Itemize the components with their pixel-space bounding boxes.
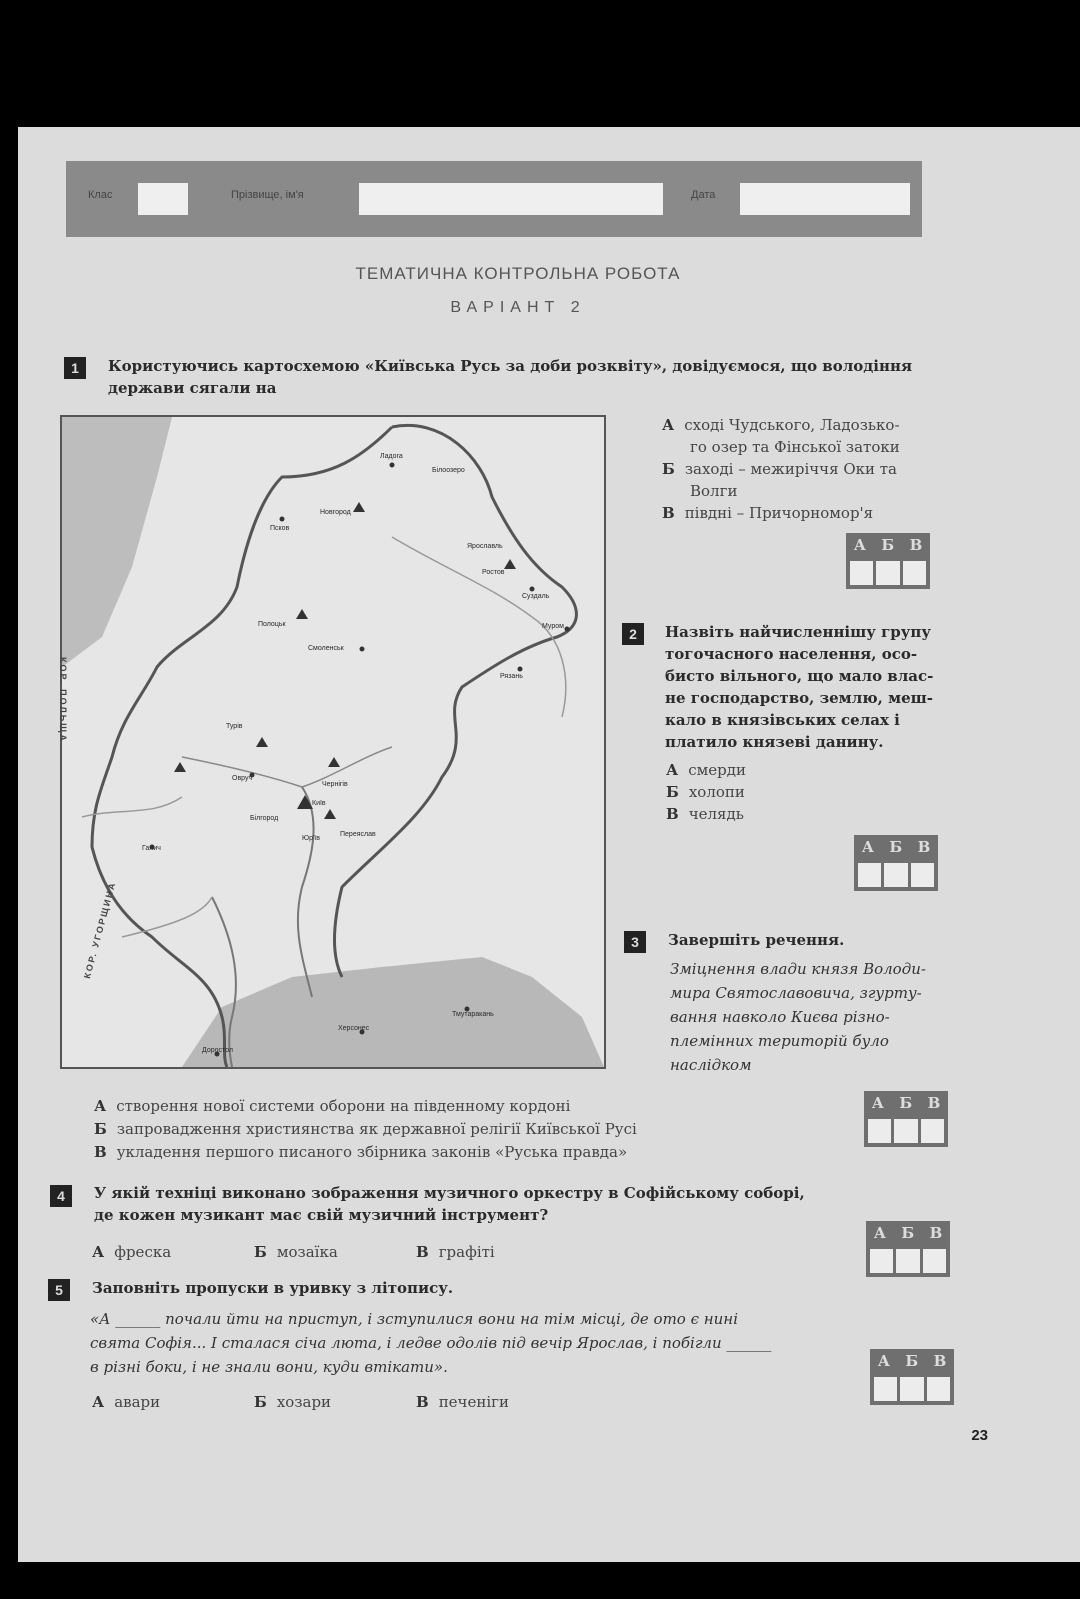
option-text: графіті xyxy=(438,1243,495,1261)
option-letter: Б xyxy=(666,783,679,801)
text-line: платило князеві данину. xyxy=(665,733,884,751)
question-number-2: 2 xyxy=(622,623,644,645)
city-label: Ярославль xyxy=(467,543,503,550)
option-text: смерди xyxy=(688,761,746,779)
option-text: печеніги xyxy=(438,1393,510,1411)
q4-option-c[interactable] xyxy=(416,1241,495,1263)
answer-cell-b[interactable] xyxy=(876,561,899,585)
city-label: Муром xyxy=(542,623,564,630)
text-line: мира Святославовича, згурту- xyxy=(670,984,922,1002)
option-text: укладення першого писаного збірника законів «Руська правда» xyxy=(116,1143,628,1161)
page-number: 23 xyxy=(971,1427,988,1444)
text-line: в різні боки, і не знали вони, куди втікати». xyxy=(90,1358,448,1376)
text-line: Назвіть найчисленнішу групу xyxy=(665,623,931,641)
city-label: Овруч xyxy=(232,775,253,782)
q2-option-c[interactable] xyxy=(666,803,744,825)
ladoga-dot xyxy=(390,463,395,468)
answer-cell-b[interactable] xyxy=(900,1377,923,1401)
option-letter: Б xyxy=(254,1243,267,1261)
option-text: фреска xyxy=(114,1243,172,1261)
text-line: тогочасного населення, осо- xyxy=(665,645,918,663)
city-label: Херсонес xyxy=(338,1025,370,1032)
option-letter: А xyxy=(666,761,679,779)
poland-label: КОР. ПОЛЬЩА xyxy=(58,657,68,743)
grid-letter: В xyxy=(927,1094,941,1112)
city-label: Тмутаракань xyxy=(452,1011,494,1018)
volga-river xyxy=(392,537,566,717)
answer-cell-a[interactable] xyxy=(868,1119,891,1143)
city-label: Чернігів xyxy=(322,781,348,788)
question-3-text xyxy=(670,957,955,1077)
question-number-4: 4 xyxy=(50,1185,72,1207)
rostov-marker xyxy=(504,559,516,569)
grid-letter: А xyxy=(871,1094,884,1112)
answer-cell-c[interactable] xyxy=(911,863,934,887)
option-letter: В xyxy=(662,504,675,522)
text-line: бисто вільного, що мало влас- xyxy=(665,667,934,685)
grid-letter: Б xyxy=(889,838,903,856)
dnipro-river xyxy=(298,787,314,997)
baltic-sea-area xyxy=(62,417,172,667)
kyiv-marker xyxy=(297,795,313,809)
q3-option-a[interactable] xyxy=(94,1095,570,1117)
city-label: Білоозеро xyxy=(432,467,465,474)
question-2-text xyxy=(665,621,965,753)
prypiat-river xyxy=(182,747,392,787)
murom-dot xyxy=(565,627,570,632)
chernihiv-marker xyxy=(328,757,340,767)
black-sea-area xyxy=(182,957,604,1067)
question-number-1: 1 xyxy=(64,357,86,379)
text-line: У якій техніці виконано зображення музичного оркестру в Софійському соборі, xyxy=(94,1184,805,1202)
city-label: Ладога xyxy=(380,453,403,460)
city-label: Суздаль xyxy=(522,593,550,600)
volodymyr-marker xyxy=(174,762,186,772)
grid-letter: А xyxy=(873,1224,886,1242)
text-line: Зміцнення влади князя Володи- xyxy=(670,960,926,978)
q5-answer-grid xyxy=(870,1349,954,1405)
text-line: кало в князівських селах і xyxy=(665,711,900,729)
city-label: Київ xyxy=(312,800,326,807)
chronicle-excerpt xyxy=(90,1307,870,1379)
grid-letter: В xyxy=(929,1224,943,1242)
pskov-dot xyxy=(280,517,285,522)
option-text: хозари xyxy=(276,1393,332,1411)
city-label: Полоцьк xyxy=(258,621,286,628)
q3-option-c[interactable] xyxy=(94,1141,627,1163)
city-label: Доростол xyxy=(202,1047,233,1054)
option-text: сході Чудського, Ладозько- xyxy=(684,416,900,434)
city-label: Переяслав xyxy=(340,831,376,838)
question-number-3: 3 xyxy=(624,931,646,953)
answer-cell-b[interactable] xyxy=(896,1249,919,1273)
q4-option-b[interactable] xyxy=(254,1241,338,1263)
city-label: Юр'їв xyxy=(302,835,320,842)
option-letter: А xyxy=(92,1393,105,1411)
date-label: Дата xyxy=(691,189,716,201)
answer-cell-c[interactable] xyxy=(927,1377,950,1401)
grid-letter: Б xyxy=(905,1352,919,1370)
option-letter: В xyxy=(94,1143,107,1161)
turiv-marker xyxy=(256,737,268,747)
option-letter: В xyxy=(416,1243,429,1261)
text-line: вання навколо Києва різно- xyxy=(670,1008,890,1026)
q1-option-c[interactable] xyxy=(662,502,873,524)
grid-letter: Б xyxy=(881,536,895,554)
answer-cell-a[interactable] xyxy=(874,1377,897,1401)
q2-option-b[interactable] xyxy=(666,781,745,803)
name-label: Прізвище, ім'я xyxy=(231,189,304,201)
question-5-title: Заповніть пропуски в уривку з літопису. xyxy=(92,1279,454,1297)
q4-option-a[interactable] xyxy=(92,1241,171,1263)
option-letter: Б xyxy=(94,1120,107,1138)
q4-answer-grid xyxy=(866,1221,950,1277)
city-label: Рязань xyxy=(500,673,523,680)
option-text: челядь xyxy=(688,805,744,823)
q1-option-a-cont: го озер та Фінської затоки xyxy=(690,438,900,456)
city-label: Галич xyxy=(142,845,161,852)
city-label: Білгород xyxy=(250,815,279,822)
city-label: Ростов xyxy=(482,569,505,576)
answer-cell-a[interactable] xyxy=(850,561,873,585)
kyivan-rus-map xyxy=(60,415,606,1069)
option-text: півдні – Причорномор'я xyxy=(684,504,874,522)
answer-cell-b[interactable] xyxy=(894,1119,917,1143)
option-text: запровадження християнства як державної релігії Київської Русі xyxy=(116,1120,637,1138)
grid-letter: Б xyxy=(899,1094,913,1112)
date-field[interactable] xyxy=(740,183,910,215)
answer-cell-c[interactable] xyxy=(923,1249,946,1273)
worksheet-page xyxy=(18,127,1080,1562)
grid-letter: А xyxy=(861,838,874,856)
city-label: Новгород xyxy=(320,509,351,516)
city-label: Турів xyxy=(226,723,243,730)
answer-cell-c[interactable] xyxy=(921,1119,944,1143)
class-field[interactable] xyxy=(138,183,188,215)
answer-cell-c[interactable] xyxy=(903,561,926,585)
q2-answer-grid xyxy=(854,835,938,891)
q5-option-c[interactable] xyxy=(416,1391,509,1413)
student-info-bar xyxy=(66,161,922,237)
option-text: холопи xyxy=(688,783,745,801)
page-title: ТЕМАТИЧНА КОНТРОЛЬНА РОБОТА xyxy=(355,264,681,283)
question-4-text xyxy=(94,1182,874,1226)
question-number-5: 5 xyxy=(48,1279,70,1301)
hungary-label: КОР. УГОРЩИНА xyxy=(82,880,118,980)
answer-cell-a[interactable] xyxy=(870,1249,893,1273)
grid-letter: А xyxy=(877,1352,890,1370)
novgorod-marker xyxy=(353,502,365,512)
option-letter: Б xyxy=(662,460,675,478)
option-text: створення нової системи оборони на південному кордоні xyxy=(116,1097,571,1115)
class-label: Клас xyxy=(88,189,113,201)
option-letter: А xyxy=(662,416,675,434)
suzdal-dot xyxy=(530,587,535,592)
q5-option-a[interactable] xyxy=(92,1391,160,1413)
grid-letter: Б xyxy=(901,1224,915,1242)
q3-option-b[interactable] xyxy=(94,1118,637,1140)
q5-option-b[interactable] xyxy=(254,1391,331,1413)
option-letter: А xyxy=(92,1243,105,1261)
text-line: не господарство, землю, меш- xyxy=(665,689,934,707)
q1-option-a[interactable] xyxy=(662,414,900,436)
text-line: «А ______ почали йти на приступ, і зступилися вони на тім місці, де ото є нині xyxy=(90,1310,738,1328)
option-letter: Б xyxy=(254,1393,267,1411)
text-line: свята Софія... І сталася січа люта, і ледве одолів під вечір Ярослав, і побігли ______ xyxy=(90,1334,772,1352)
answer-cell-b[interactable] xyxy=(884,863,907,887)
question-3-title: Завершіть речення. xyxy=(668,931,845,949)
question-1-line-1: Користуючись картосхемою «Київська Русь за доби розквіту», довідуємося, що володіння xyxy=(108,357,913,375)
city-label: Смоленськ xyxy=(308,645,344,652)
polotsk-marker xyxy=(296,609,308,619)
city-label: Псков xyxy=(270,525,290,532)
q2-option-a[interactable] xyxy=(666,759,746,781)
q3-answer-grid xyxy=(864,1091,948,1147)
option-letter: В xyxy=(416,1393,429,1411)
answer-cell-a[interactable] xyxy=(858,863,881,887)
prut-river xyxy=(122,897,212,937)
q1-answer-grid xyxy=(846,533,930,589)
question-1-text xyxy=(108,355,938,399)
option-letter: В xyxy=(666,805,679,823)
q1-option-b[interactable] xyxy=(662,458,897,480)
grid-letter: В xyxy=(933,1352,947,1370)
grid-letter: А xyxy=(853,536,866,554)
option-text: заході – межиріччя Оки та xyxy=(684,460,897,478)
option-text: мозаїка xyxy=(276,1243,338,1261)
pereiaslav-marker xyxy=(324,809,336,819)
q1-option-b-cont: Волги xyxy=(690,482,738,500)
option-letter: А xyxy=(94,1097,107,1115)
variant-title: ВАРІАНТ 2 xyxy=(450,299,586,316)
text-line: де кожен музикант має свій музичний інструмент? xyxy=(94,1206,549,1224)
smolensk-dot xyxy=(360,647,365,652)
riazan-dot xyxy=(518,667,523,672)
grid-letter: В xyxy=(917,838,931,856)
question-1-line-2: держави сягали на xyxy=(108,379,277,397)
text-line: наслідком xyxy=(670,1056,752,1074)
text-line: племінних територій було xyxy=(670,1032,889,1050)
option-text: авари xyxy=(114,1393,161,1411)
grid-letter: В xyxy=(909,536,923,554)
name-field[interactable] xyxy=(359,183,663,215)
